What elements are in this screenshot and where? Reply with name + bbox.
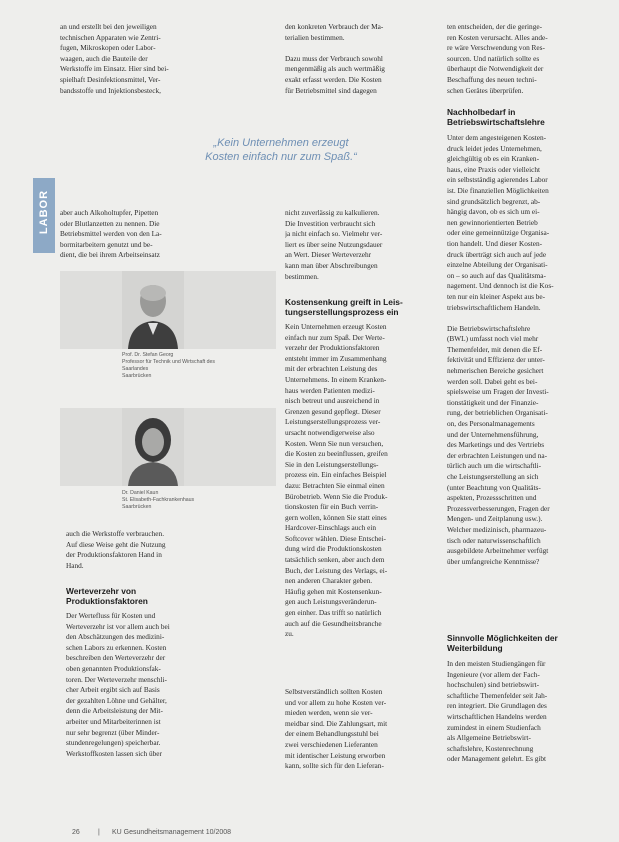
portrait-woman-image	[122, 408, 184, 486]
col2-top-text: den konkreten Verbrauch der Ma- terialien bestimmen. Dazu muss der Verbrauch sowohl mengenmäßig als auch wertmäßig exakt erfasst werden. Die Kosten für Betriebsmittel sind dagegen	[285, 22, 385, 95]
photo-band-2-right	[184, 408, 276, 486]
pull-quote: „Kein Unternehmen erzeugt Kosten einfach nur zum Spaß.“	[205, 137, 357, 163]
photo-band-1	[60, 271, 122, 349]
col3-weiterbildung-text: In den meisten Studiengängen für Ingenieure (vor allem der Fach- hochschulen) sind betriebswirt- schaftliche Themenfelder seit Jah- ren integriert. Die Grundlagen des wirtschaftlichen Handelns werden zumindest in einem Studienfach als Allgemeine Betriebswirt- schaftslehre, Kostenrechnung oder Management gelehrt. Es gibt	[447, 659, 548, 764]
col3-nachhol-text: Unter dem angesteigenen Kosten- druck leidet jedes Unternehmen, gleichgültig ob es ein Kranken- haus, eine Praxis oder vielleicht ein selbstständig agierendes Labor ist. Die finanziellen Möglichkeiten sind grundsätzlich begrenzt, ab- hängig davon, ob es sich um ei- nen gewinnorientierten Betrieb oder eine gemeinnützige Organisa- tion handelt. Und dieser Kosten- druck überträgt sich auch auf jede einzelne Abteilung der Organisati- on – so auch auf das Qualitätsma- nagement. Und dennoch ist die Kos- ten nur ein kleiner Aspekt aus be- triebswirtschaftlichem Handeln. Die Betriebswirtschaftslehre (BWL) umfasst noch viel mehr Themenfelder, mit denen die Ef- fektivität und Effizienz der unter- nehmerischen Bereiche gesichert werden soll. Dabei geht es bei- spielsweise um Fragen der Investi- tionstätigkeit und der Finanzie- rung, der betrieblichen Organisati- on, des Personalmanagements und der Unternehmensführung, des Marketings und des Vertriebs der erbrachten Leistungen und na- türlich auch um die wirtschaftli- che Leistungserstellung an sich (unter Beachtung von Qualitäts- aspekten, Prozessschritten und Prozessverbesserungen, Fragen der Mengen- und Zeitplanung usw.). Welcher medizinisch, pharmazeu- tisch oder naturwissenschaftlich ausgebildete Arbeitnehmer verfügt über umfangreiche Kenntnisse?	[447, 133, 554, 566]
col1-bottom-text: auch die Werkstoffe verbrauchen. Auf diese Weise geht die Nutzung der Produktionsfaktoren Hand in Hand.	[66, 529, 166, 570]
photo-band-1-right	[184, 271, 276, 349]
col1-top-text: an und erstellt bei den jeweiligen technischen Apparaten wie Zentri- fugen, Mikroskopen oder Labor- waagen, auch die Bauteile der Werkstoffe im Einsatz. Hier sind bei- spielhaft Desinfektionsmittel, Ver- bandsstoffe und Injektionsbesteck,	[60, 22, 169, 95]
col2-bottom-text: Selbstverständlich sollten Kosten und vor allem zu hohe Kosten ver- mieden werden, wenn sie ver- meidbar sind. Die Zahlungsart, mit der einem Behandlungsstuhl bei zwei verschiedenen Lieferanten mit identischer Leistung erworben kann, sollte sich für den Lieferan-	[285, 687, 388, 771]
author-photo-1	[122, 271, 184, 349]
heading-weiterbildung: Sinnvolle Möglichkeiten der Weiterbildung	[447, 633, 558, 654]
heading-werteverzehr: Werteverzehr von Produktionsfaktoren	[66, 586, 148, 607]
caption-person-1: Prof. Dr. Stefan Georg Professor für Technik und Wirtschaft des Saarlandes Saarbrücken	[122, 352, 216, 379]
author-photo-2	[122, 408, 184, 486]
col3-top-text: ten entscheiden, der die geringe- ren Kosten verursacht. Alles ande- re wäre Verschwendung von Res- sourcen. Und natürlich sollte es überhaupt die Notwendigkeit der Beschaffung des neuen techni- schen Gerätes überprüfen.	[447, 22, 548, 95]
col2-middle-text: nicht zuverlässig zu kalkulieren. Die Investition verbraucht sich ja nicht einfach so. Vielmehr ver- liert es über seine Nutzungsdauer an Wert. Dieser Werteverzehr kann man über Abschreibungen bestimmen.	[285, 208, 383, 281]
col1-middle-text: aber auch Alkoholtupfer, Pipetten oder Blutlanzetten zu nennen. Die Betriebsmittel werden von den La- bormitarbeitern genutzt und be- dient, die bei ihrem Arbeitseinsatz	[60, 208, 162, 260]
col1-werteverzehr-text: Der Wertefluss für Kosten und Werteverzehr ist vor allem auch bei den Abschätzungen des medizini- schen Labors zu erkennen. Kosten beschreiben den Werteverzehr der oben genannten Produktionsfak- toren. Der Werteverzehr menschli- cher Arbeit ergibt sich auf Basis der gezahlten Löhne und Gehälter, denn die Arbeitsleistung der Mit- arbeiter und Mitarbeiterinnen ist nur sehr begrenzt (über Minder- stundenregelungen) speicherbar. Werkstoffkosten lassen sich über	[66, 611, 170, 758]
footer-separator: |	[98, 829, 100, 836]
photo-band-2	[60, 408, 122, 486]
footer-publication: KU Gesundheitsmanagement 10/2008	[112, 829, 232, 836]
section-tab	[33, 178, 55, 253]
col2-kosten-text: Kein Unternehmen erzeugt Kosten einfach nur zum Spaß. Der Werte- verzehr der Produktionsfaktoren entsteht immer im Zusammenhang mit der erbrachten Leistung des Unternehmens. In einem Kranken- haus werden Patienten medizi- nisch betreut und ausreichend in Grenzen gesund gepflegt. Dieser Leistungserstellungsprozess ver- ursacht notwendigerweise also Kosten. Wenn Sie nun versuchen, die Kosten zu beeinflussen, greifen Sie in den Leistungserstellungs- prozess ein. Ein einfaches Beispiel dazu: Betrachten Sie einmal einen Bürobetrieb. Wenn Sie die Produk- tionskosten für ein Buch verrin- gern wollen, können Sie statt eines Hardcover-Einschlags auch ein Softcover wählen. Diese Entschei- dung wird die Produktionskosten tatsächlich senken, aber auch dem Buch, der Leistung des Verlags, ei- nen anderen Charakter geben. Häufig gehen mit Kostensenkun- gen auch Leistungsveränderun- gen einher. Das trifft so natürlich auch auf die Gesundheitsbranche zu.	[285, 322, 388, 639]
heading-kostensenkung: Kostensenkung greift in Leis- tungserstellungsprozess ein	[285, 297, 403, 318]
portrait-man-image	[122, 271, 184, 349]
page-number: 26	[72, 829, 80, 836]
caption-person-2: Dr. Daniel Kaun St. Elisabeth-Fachkrankenhaus Saarbrücken	[122, 490, 195, 510]
section-tab-label: LABOR	[38, 189, 50, 235]
heading-nachholbedarf: Nachholbedarf in Betriebswirtschaftslehre	[447, 107, 545, 128]
